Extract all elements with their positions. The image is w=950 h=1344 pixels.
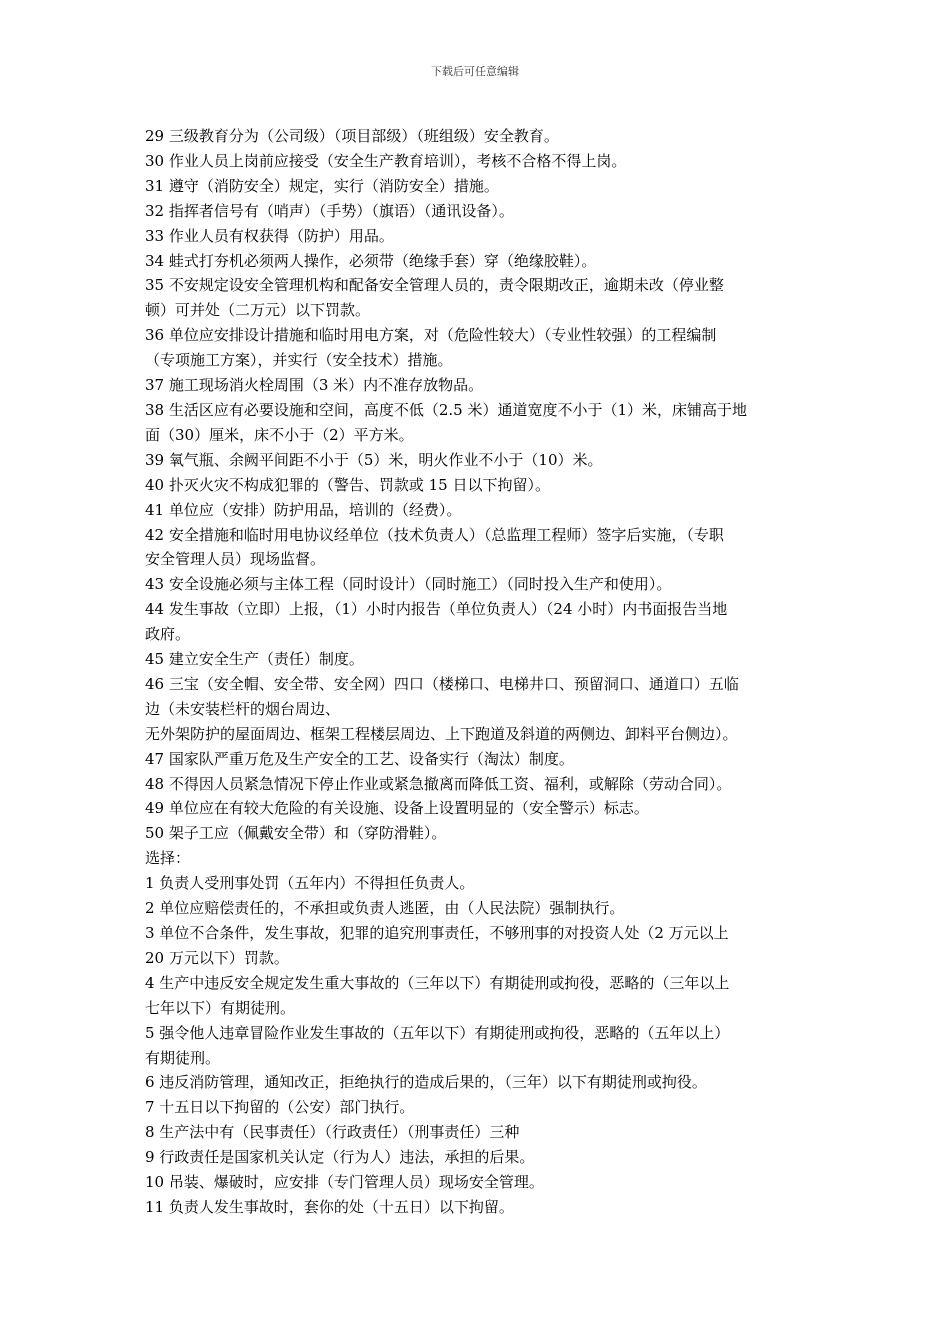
text-line: 无外架防护的屋面周边、框架工程楼层周边、上下跑道及斜道的两侧边、卸料平台侧边）。 — [145, 724, 738, 743]
text-line: 32 指挥者信号有（哨声）（手势）（旗语）（通讯设备）。 — [145, 201, 514, 220]
text-line: 46 三宝（安全帽、安全带、安全网）四口（楼梯口、电梯井口、预留洞口、通道口）五临 — [145, 674, 739, 693]
text-line: 边（未安装栏杆的烟台周边、 — [145, 699, 341, 718]
text-line: 42 安全措施和临时用电协议经单位（技术负责人）（总监理工程师）签字后实施，（专职 — [145, 525, 724, 544]
text-line: 33 作业人员有权获得（防护）用品。 — [145, 226, 394, 245]
text-line: （专项施工方案），并实行（安全技术）措施。 — [145, 351, 453, 370]
text-line: 有期徒刑。 — [145, 1048, 221, 1067]
text-line: 44 发生事故（立即）上报，（1）小时内报告（单位负责人）（24 小时）内书面报告当地 — [145, 600, 728, 619]
text-line: 顿）可并处（二万元）以下罚款。 — [145, 301, 371, 320]
text-line: 8 生产法中有（民事责任）（行政责任）（刑事责任）三种 — [145, 1123, 520, 1142]
text-line: 七年以下）有期徒刑。 — [145, 998, 296, 1017]
text-line: 安全管理人员）现场监督。 — [145, 550, 326, 569]
text-line: 37 施工现场消火栓周围（3 米）内不准存放物品。 — [145, 376, 484, 395]
page-header: 下载后可任意编辑 — [431, 65, 519, 78]
text-line: 20 万元以下）罚款。 — [145, 948, 289, 967]
text-line: 48 不得因人员紧急情况下停止作业或紧急撤离而降低工资、福利，或解除（劳动合同）。 — [145, 774, 732, 793]
text-line: 3 单位不合条件，发生事故，犯罪的追究刑事责任，不够刑事的对投资人处（2 万元以上 — [145, 924, 729, 942]
text-line: 9 行政责任是国家机关认定（行为人）违法，承担的后果。 — [145, 1148, 535, 1167]
text-line: 面（30）厘米，床不小于（2）平方米。 — [145, 425, 414, 444]
text-line: 7 十五日以下拘留的（公安）部门执行。 — [145, 1098, 415, 1117]
text-line: 6 违反消防管理，通知改正，拒绝执行的造成后果的，（三年）以下有期徒刑或拘役。 — [145, 1073, 707, 1092]
text-line: 47 国家队严重万危及生产安全的工艺、设备实行（淘汰）制度。 — [145, 749, 574, 768]
text-line: 1 负责人受刑事处罚（五年内）不得担任负责人。 — [145, 874, 475, 893]
text-line: 35 不安规定设安全管理机构和配备安全管理人员的，责令限期改正，逾期未改（停业整 — [145, 276, 724, 295]
text-line: 36 单位应安排设计措施和临时用电方案，对（危险性较大）（专业性较强）的工程编制 — [145, 326, 717, 345]
text-line: 31 遵守（消防安全）规定，实行（消防安全）措施。 — [145, 176, 499, 195]
text-line: 40 扑灭火灾不构成犯罪的（警告、罚款或 15 日以下拘留）。 — [145, 475, 550, 494]
text-line: 10 吊装、爆破时，应安排（专门管理人员）现场安全管理。 — [145, 1173, 544, 1192]
text-line: 50 架子工应（佩戴安全带）和（穿防滑鞋）。 — [145, 824, 447, 843]
text-line: 4 生产中违反安全规定发生重大事故的（三年以下）有期徒刑或拘役，恶略的（三年以上 — [145, 973, 730, 992]
document-body — [145, 124, 813, 1220]
text-line: 5 强令他人违章冒险作业发生事故的（五年以下）有期徒刑或拘役，恶略的（五年以上） — [145, 1023, 730, 1042]
text-line: 30 作业人员上岗前应接受（安全生产教育培训），考核不合格不得上岗。 — [145, 151, 627, 170]
text-line: 2 单位应赔偿责任的，不承担或负责人逃匿，由（人民法院）强制执行。 — [145, 899, 625, 918]
text-line: 选择： — [145, 849, 191, 868]
text-line: 11 负责人发生事故时，套你的处（十五日）以下拘留。 — [145, 1197, 514, 1216]
text-line: 34 蛙式打夯机必须两人操作，必须带（绝缘手套）穿（绝缘胶鞋）。 — [145, 251, 597, 270]
text-line: 41 单位应（安排）防护用品，培训的（经费）。 — [145, 500, 462, 519]
text-line: 政府。 — [145, 625, 191, 644]
text-line: 38 生活区应有必要设施和空间，高度不低（2.5 米）通道宽度不小于（1）米，床铺高于地 — [145, 400, 748, 419]
text-line: 39 氧气瓶、余阙平间距不小于（5）米，明火作业不小于（10）米。 — [145, 450, 603, 469]
text-line: 49 单位应在有较大危险的有关设施、设备上设置明显的（安全警示）标志。 — [145, 799, 649, 818]
text-line: 45 建立安全生产（责任）制度。 — [145, 650, 364, 669]
text-line: 29 三级教育分为（公司级）（项目部级）（班组级）安全教育。 — [145, 127, 559, 145]
text-line: 43 安全设施必须与主体工程（同时设计）（同时施工）（同时投入生产和使用）。 — [145, 575, 672, 594]
